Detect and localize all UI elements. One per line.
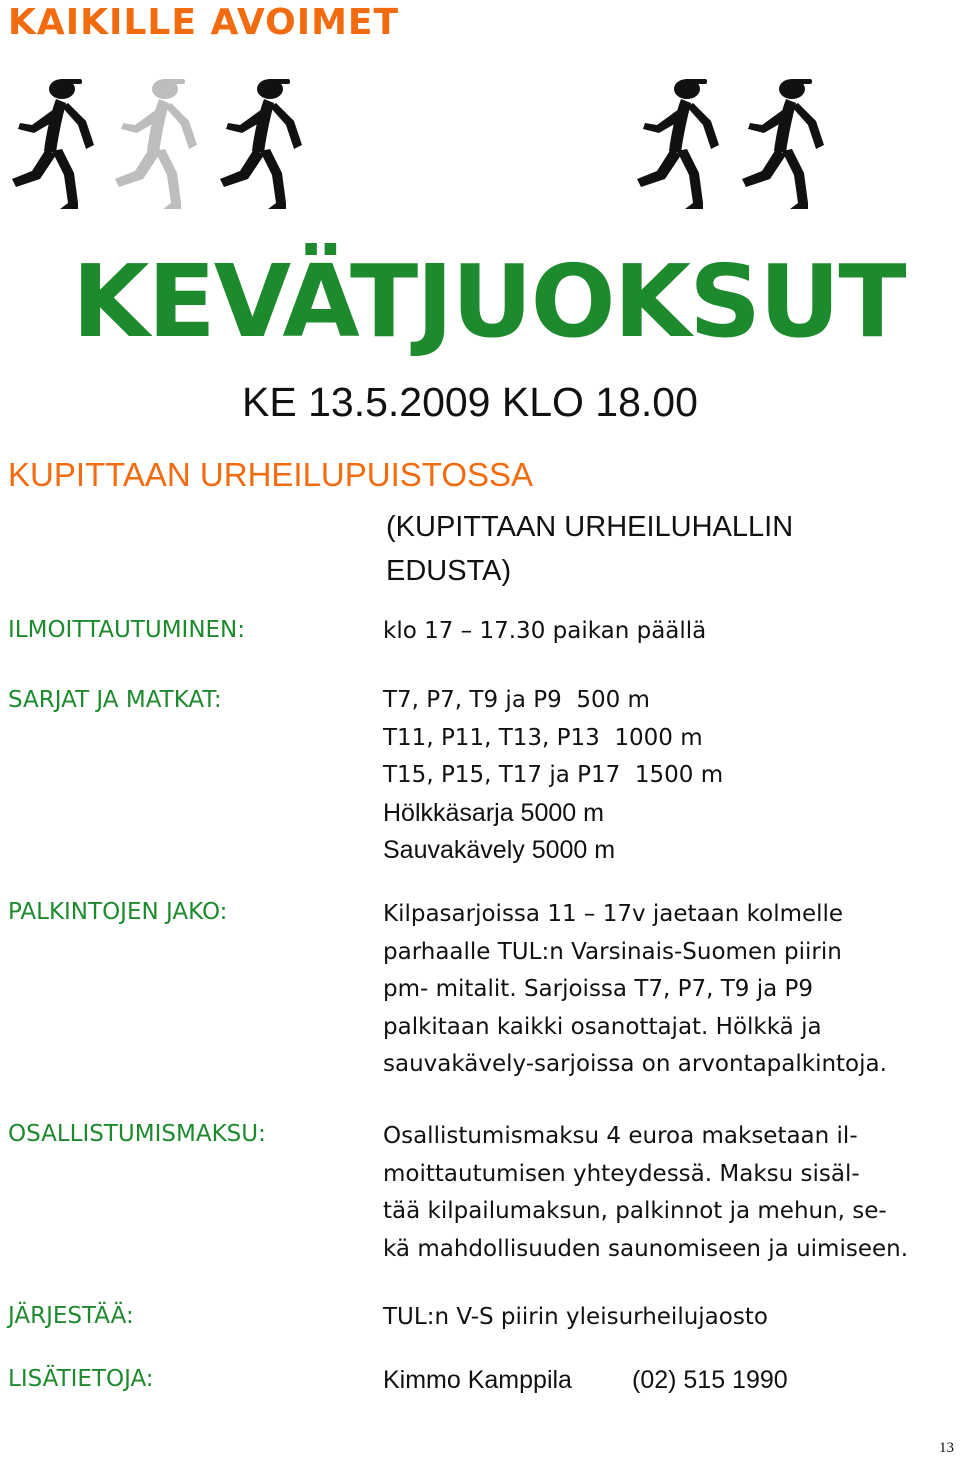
- venue-note-line: EDUSTA): [386, 555, 512, 587]
- event-venue-note: [386, 505, 793, 593]
- runner-icon: [115, 79, 197, 209]
- awards-line: pm- mitalit. Sarjoissa T7, P7, T9 ja P9: [383, 976, 814, 1002]
- fee-label: OSALLISTUMISMAKSU:: [8, 1121, 266, 1147]
- classes-line: T11, P11, T13, P13 1000 m: [383, 724, 703, 751]
- fee-line: Osallistumismaksu 4 euroa maksetaan il-: [383, 1123, 858, 1149]
- contact-label: LISÄTIETOJA:: [8, 1366, 154, 1392]
- runner-icon: [220, 79, 302, 209]
- contact-name: Kimmo Kamppila: [383, 1366, 572, 1394]
- organizer-label: JÄRJESTÄÄ:: [8, 1303, 134, 1329]
- header-tag: KAIKILLE AVOIMET: [8, 2, 400, 43]
- classes-line: Sauvakävely 5000 m: [383, 836, 616, 864]
- registration-value: klo 17 – 17.30 paikan päällä: [383, 618, 707, 644]
- classes-list: [383, 682, 723, 870]
- venue-note-line: (KUPITTAAN URHEILUHALLIN: [386, 511, 794, 543]
- event-datetime: KE 13.5.2009 KLO 18.00: [242, 379, 698, 425]
- event-title: KEVÄTJUOKSUT: [72, 243, 905, 360]
- page-number: 13: [939, 1440, 954, 1456]
- fee-line: tää kilpailumaksun, palkinnot ja mehun, se-: [383, 1198, 887, 1224]
- runner-icon: [637, 79, 719, 209]
- runner-icon: [742, 79, 824, 209]
- classes-line: T15, P15, T17 ja P17 1500 m: [383, 762, 724, 788]
- fee-line: kä mahdollisuuden saunomiseen ja uimiseen.: [383, 1235, 909, 1262]
- awards-label: PALKINTOJEN JAKO:: [8, 899, 228, 925]
- classes-line: Hölkkäsarja 5000 m: [383, 798, 604, 827]
- fee-text: [383, 1118, 908, 1268]
- runner-icon: [12, 79, 94, 209]
- awards-line: Kilpasarjoissa 11 – 17v jaetaan kolmelle: [383, 901, 844, 927]
- classes-label: SARJAT JA MATKAT:: [8, 687, 222, 713]
- fee-line: moittautumisen yhteydessä. Maksu sisäl-: [383, 1160, 860, 1187]
- awards-line: parhaalle TUL:n Varsinais-Suomen piirin: [383, 938, 842, 965]
- organizer-value: TUL:n V-S piirin yleisurheilujaosto: [383, 1304, 768, 1330]
- event-venue: KUPITTAAN URHEILUPUISTOSSA: [8, 456, 534, 493]
- awards-line: palkitaan kaikki osanottajat. Hölkkä ja: [383, 1013, 822, 1040]
- registration-label: ILMOITTAUTUMINEN:: [8, 617, 246, 643]
- awards-text: [383, 896, 887, 1084]
- contact-phone: (02) 515 1990: [632, 1366, 788, 1394]
- awards-line: sauvakävely-sarjoissa on arvontapalkintoja.: [383, 1051, 887, 1077]
- runners-illustration: [0, 70, 960, 220]
- classes-line: T7, P7, T9 ja P9 500 m: [383, 687, 650, 713]
